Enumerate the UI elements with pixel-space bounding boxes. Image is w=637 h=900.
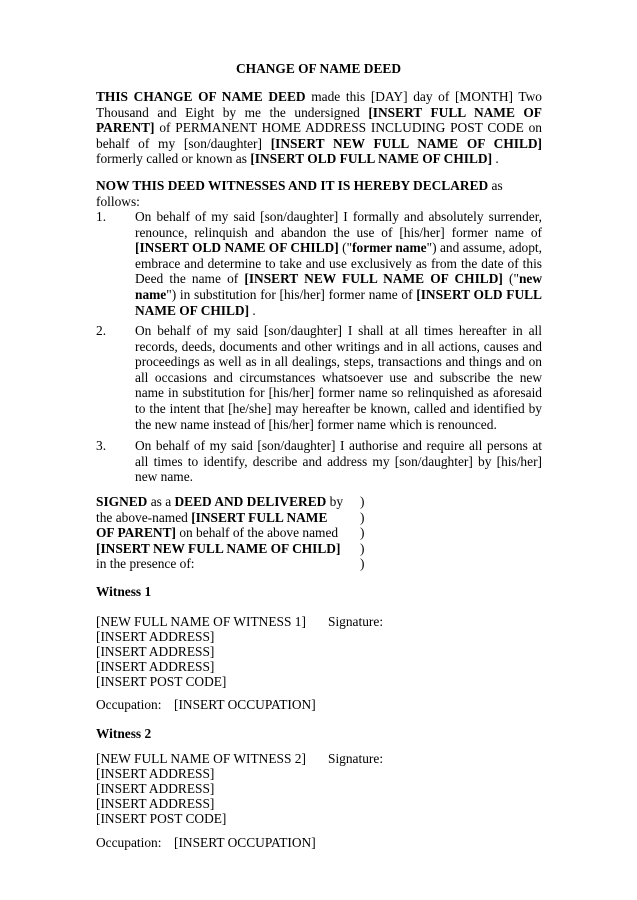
witness-2-address-line: [INSERT ADDRESS] xyxy=(96,796,215,811)
child-new-name-placeholder: [INSERT NEW FULL NAME OF CHILD] xyxy=(270,135,543,151)
intro-text: made this [DAY] day of [MONTH] Two Thousand and Eight by me the undersigned xyxy=(96,89,542,120)
signed-text: on behalf of the above named xyxy=(175,525,339,541)
child-old-name-placeholder: [INSERT OLD NAME OF CHILD] xyxy=(135,240,339,256)
witness-1-name: [NEW FULL NAME OF WITNESS 1] xyxy=(96,614,306,629)
parent-name-placeholder: [INSERT FULL NAME OF PARENT] xyxy=(96,104,542,136)
clause-text: (" xyxy=(338,240,353,256)
clause-number: 1. xyxy=(96,209,107,224)
signed-bold: DEED AND DELIVERED xyxy=(174,494,327,509)
signed-bold: SIGNED xyxy=(96,494,148,509)
defined-term: new name xyxy=(135,271,543,302)
witness-1-occupation-label: Occupation: xyxy=(96,697,162,712)
bracket-mark: ) xyxy=(360,556,365,571)
witness-2-postcode-line: [INSERT POST CODE] xyxy=(96,811,227,826)
child-old-name-placeholder: [INSERT OLD FULL NAME OF CHILD] xyxy=(250,151,493,167)
bracket-mark: ) xyxy=(360,525,365,540)
child-new-name-placeholder: [INSERT NEW FULL NAME OF CHILD] xyxy=(244,271,503,287)
clause-text: . xyxy=(249,302,256,318)
bracket-mark: ) xyxy=(360,494,365,509)
witness-2-name: [NEW FULL NAME OF WITNESS 2] xyxy=(96,751,306,766)
witness-1-signature-label: Signature: xyxy=(328,614,384,629)
clause-text: ") in substitution for [his/her] former name of xyxy=(166,286,417,302)
signing-block xyxy=(96,494,348,572)
signed-text: by the above-named xyxy=(96,494,344,525)
witness-1-occupation-value: [INSERT OCCUPATION] xyxy=(174,697,316,712)
intro-paragraph xyxy=(96,89,542,167)
witness-1-address-line: [INSERT ADDRESS] xyxy=(96,659,215,674)
witness-2-address-line: [INSERT ADDRESS] xyxy=(96,766,215,781)
declaration-text: as follows: xyxy=(96,178,503,209)
intro-text: . xyxy=(492,151,499,167)
clause-text: On behalf of my said [son/daughter] I formally and absolutely surrender, renounce, relinquish and abandon the use of [his/her] former name of xyxy=(135,209,542,240)
witness-1-address-line: [INSERT ADDRESS] xyxy=(96,644,215,659)
witness-2-address-line: [INSERT ADDRESS] xyxy=(96,781,215,796)
clause-3-text: On behalf of my said [son/daughter] I authorise and require all persons at all times to identify, describe and address my [son/daughter] by [his/her] new name. xyxy=(135,438,542,485)
declaration-line xyxy=(96,178,542,209)
bracket-mark: ) xyxy=(360,541,365,556)
child-old-name-placeholder: [INSERT OLD FULL NAME OF CHILD] xyxy=(135,286,542,318)
clause-text: (" xyxy=(502,271,519,287)
clause-number: 3. xyxy=(96,438,107,453)
clause-text: ") and assume, adopt, embrace and determine to take and use exclusively as from the date of this Deed the name of xyxy=(135,240,542,287)
witness-2-signature-label: Signature: xyxy=(328,751,384,766)
intro-bold-heading: THIS CHANGE OF NAME DEED xyxy=(96,89,306,104)
signed-text: as a xyxy=(147,494,175,509)
clause-1-text xyxy=(135,209,542,318)
parent-name-placeholder: [INSERT FULL NAME OF PARENT] xyxy=(96,509,328,541)
witness-1-postcode-line: [INSERT POST CODE] xyxy=(96,674,227,689)
witness-2-heading: Witness 2 xyxy=(96,726,152,741)
clause-number: 2. xyxy=(96,323,107,338)
document-title: CHANGE OF NAME DEED xyxy=(235,61,402,76)
intro-text: of PERMANENT HOME ADDRESS INCLUDING POST CODE on behalf of my [son/daughter] xyxy=(96,120,542,151)
witness-2-occupation-value: [INSERT OCCUPATION] xyxy=(174,835,316,850)
child-new-name-placeholder: [INSERT NEW FULL NAME OF CHILD] xyxy=(96,540,341,556)
intro-text: formerly called or known as xyxy=(96,151,251,167)
witness-2-occupation-label: Occupation: xyxy=(96,835,162,850)
witness-1-heading: Witness 1 xyxy=(96,584,152,599)
defined-term: former name xyxy=(352,240,427,256)
declaration-bold: NOW THIS DEED WITNESSES AND IT IS HEREBY DECLARED xyxy=(96,178,489,193)
bracket-mark: ) xyxy=(360,510,365,525)
clause-2-text: On behalf of my said [son/daughter] I shall at all times hereafter in all records, deeds, documents and other writings and in all actions, causes and proceedings as well as in all dealings, steps, transactions and things and on all occasions and circumstances whatsoever use and subscribe the new name in substitution for [his/her] former name so relinquished as aforesaid to the intent that [he/she] may hereafter be known, called and identified by the new name instead of [his/her] former name which is renounced. xyxy=(135,323,542,432)
witness-1-address-line: [INSERT ADDRESS] xyxy=(96,629,215,644)
signed-text: in the presence of: xyxy=(96,556,195,572)
